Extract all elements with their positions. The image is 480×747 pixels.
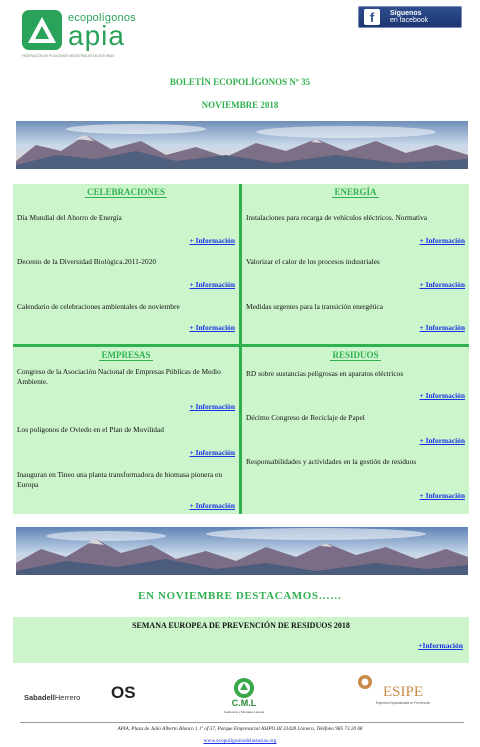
news-item: Medidas urgentes para la transición energética (246, 302, 384, 311)
news-item: Décimo Congreso de Reciclaje de Papel (246, 413, 365, 422)
facebook-label-line2: en facebook (390, 17, 429, 24)
mountain-banner-image (16, 121, 468, 169)
footer-address: APIA, Plaza de Julio Alberto Blanco 1 1º of 37, Parque Empresarial ASIPO III 33428 Llanera. Teléfono 985 73 20 68 (117, 726, 363, 732)
news-item: Decenio de la Diversidad Biológica.2011-2020 (17, 257, 157, 266)
news-item: Inauguran en Tineo una planta transformadora de biomasa pionera en Europa (17, 470, 223, 489)
section-celebraciones (13, 184, 239, 344)
section-title-residuos: RESIDUOS (332, 350, 379, 360)
grid-divider-vertical (239, 184, 242, 514)
section-empresas (13, 347, 239, 514)
facebook-label (390, 10, 428, 25)
more-info-link[interactable]: + Información (419, 236, 465, 245)
news-grid (13, 184, 469, 514)
footer-website-link[interactable]: www.ecopoligonosdelasturias.org (203, 738, 277, 744)
sponsor-os[interactable] (111, 683, 136, 703)
footer-divider (20, 722, 464, 723)
grid-divider-horizontal (13, 344, 469, 347)
esipe-logo-subtitle: Empresa Especializada en Prevención (375, 701, 431, 705)
logo-main-text: apia (68, 20, 125, 51)
more-info-link[interactable]: + Información (419, 280, 465, 289)
more-info-link[interactable]: + Información (419, 391, 465, 400)
apia-logo[interactable] (22, 8, 152, 64)
cml-logo-subtitle: Calderería y Montajes Llanera (223, 710, 265, 714)
news-item: Responsabilidades y actividades en la gestión de residuos (246, 457, 417, 466)
news-item: Los polígonos de Oviedo en el Plan de Movilidad (17, 425, 164, 434)
sponsor-cml-logo[interactable] (212, 676, 276, 716)
sponsor-esipe-logo[interactable] (355, 672, 467, 708)
facebook-label-line1: Síguenos (390, 9, 422, 17)
more-info-link[interactable]: + Información (189, 236, 235, 245)
highlight-heading: EN NOVIEMBRE DESTACAMOS…… (138, 590, 342, 602)
sponsor-sabadell-herrero[interactable] (24, 693, 80, 702)
news-item: Día Mundial del Ahorro de Energía (17, 213, 122, 222)
section-energia (242, 184, 469, 344)
sabadell-name: Sabadell (24, 693, 55, 702)
section-title-celebraciones: CELEBRACIONES (86, 187, 166, 197)
esipe-logo-text: ESIPE (382, 684, 424, 700)
news-item: Calendario de celebraciones ambientales de noviembre (17, 302, 180, 311)
highlight-more-info-link[interactable]: +Información (418, 641, 463, 650)
section-residuos (242, 347, 469, 514)
more-info-link[interactable]: + Información (189, 402, 235, 411)
herrero-name: Herrero (54, 693, 81, 702)
more-info-link[interactable]: + Información (189, 280, 235, 289)
highlight-event-title: SEMANA EUROPEA DE PREVENCIÓN DE RESIDUOS 2018 (132, 621, 350, 630)
section-title-empresas: EMPRESAS (101, 350, 151, 360)
facebook-follow-button[interactable] (358, 6, 462, 28)
news-item: Instalaciones para recarga de vehículos eléctricos. Normativa (246, 213, 428, 222)
more-info-link[interactable]: + Información (189, 323, 235, 332)
news-item: RD sobre sustancias peligrosas en aparatos eléctricos (246, 369, 404, 378)
apia-triangle-icon (22, 10, 62, 50)
more-info-link[interactable]: + Información (189, 448, 235, 457)
mountain-banner-image (16, 527, 468, 575)
newsletter-month: NOVIEMBRE 2018 (201, 100, 279, 110)
news-item: Congreso de la Asociación Nacional de Empresas Públicas de Medio Ambiente. (17, 367, 221, 386)
facebook-icon: f (364, 9, 380, 25)
more-info-link[interactable]: + Información (419, 323, 465, 332)
more-info-link[interactable]: + Información (189, 501, 235, 510)
section-title-energia: ENERGÍA (334, 187, 377, 197)
more-info-link[interactable]: + Información (419, 436, 465, 445)
logo-subtitle: FEDERACIÓN DE POLÍGONOS INDUSTRIALES DE ASTURIAS (22, 54, 115, 58)
newsletter-title: BOLETÍN ECOPOLÍGONOS Nº 35 (169, 77, 311, 87)
news-item: Valorizar el calor de los procesos industriales (246, 257, 380, 266)
cml-logo-text: C.M.L (231, 698, 257, 708)
more-info-link[interactable]: + Información (419, 491, 465, 500)
highlight-panel (13, 617, 469, 663)
os-logo-text: OS (111, 683, 136, 702)
logo-top-text: ecopolígonos (68, 12, 136, 24)
